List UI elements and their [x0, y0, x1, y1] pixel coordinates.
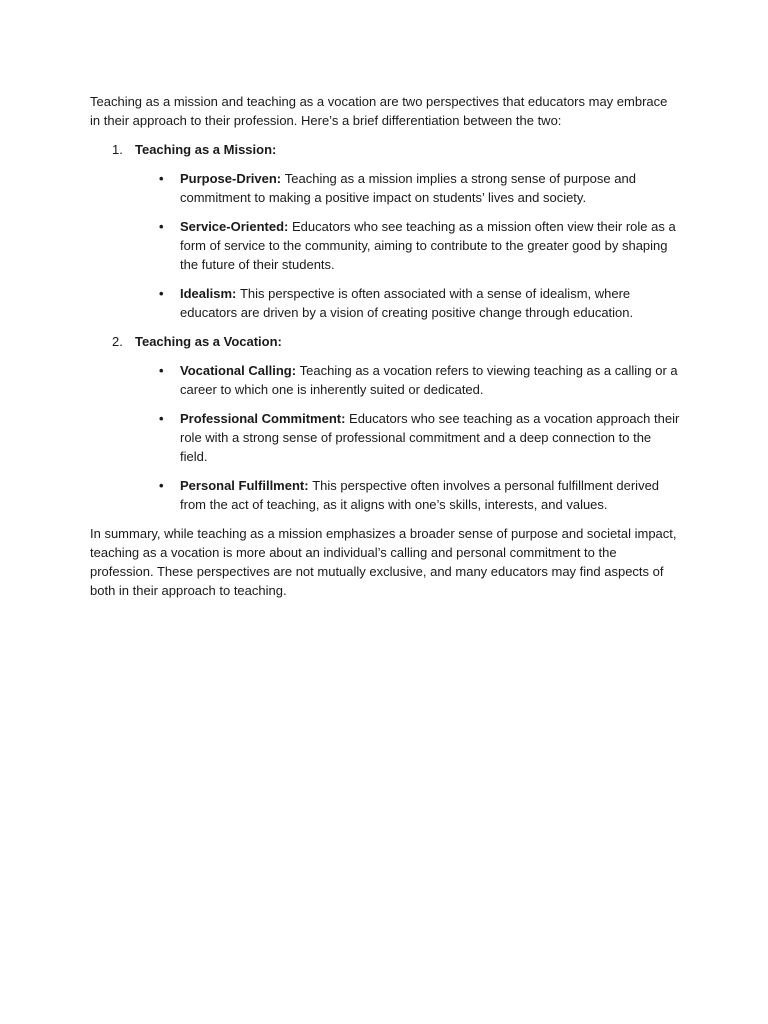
- summary-paragraph: In summary, while teaching as a mission emphasizes a broader sense of purpose and societal impact, teaching as a vocation is more about an individual’s calling and personal commitment to the profession. These perspectives are not mutually exclusive, and many educators may find aspects of both in their approach to teaching.: [90, 526, 677, 598]
- points-list: [135, 169, 680, 322]
- point-term: Professional Commitment:: [180, 411, 350, 426]
- point-term: Idealism:: [180, 286, 240, 301]
- section-number: 1.: [112, 142, 123, 157]
- point-text: Educators who see teaching as a mission often view their role as a form of service to the community, aiming to contribute to the greater good by shaping the future of their students.: [180, 219, 676, 272]
- point-text: This perspective is often associated with a sense of idealism, where educators are driven by a vision of creating positive change through education.: [180, 286, 634, 320]
- point-term: Purpose-Driven:: [180, 171, 285, 186]
- section-item: [90, 140, 680, 322]
- point-item: [135, 284, 680, 322]
- point-term: Vocational Calling:: [180, 363, 300, 378]
- document-page: [90, 92, 680, 600]
- point-term: Personal Fulfillment:: [180, 478, 313, 493]
- point-item: [135, 409, 680, 466]
- point-item: [135, 476, 680, 514]
- section-item: [90, 332, 680, 514]
- point-term: Service-Oriented:: [180, 219, 292, 234]
- section-title: Teaching as a Mission:: [135, 142, 277, 157]
- section-title: Teaching as a Vocation:: [135, 334, 282, 349]
- bullet-icon: •: [159, 219, 164, 234]
- bullet-icon: •: [159, 478, 164, 493]
- point-item: [135, 169, 680, 207]
- bullet-icon: •: [159, 363, 164, 378]
- bullet-icon: •: [159, 286, 164, 301]
- point-item: [135, 217, 680, 274]
- point-text: This perspective often involves a personal fulfillment derived from the act of teaching, as it aligns with one’s skills, interests, and values.: [180, 478, 660, 512]
- section-number: 2.: [112, 334, 123, 349]
- point-text: Teaching as a mission implies a strong sense of purpose and commitment to making a positive impact on students’ lives and society.: [180, 171, 636, 205]
- bullet-icon: •: [159, 411, 164, 426]
- point-item: [135, 361, 680, 399]
- point-text: Educators who see teaching as a vocation approach their role with a strong sense of professional commitment and a deep connection to the field.: [180, 411, 680, 464]
- bullet-icon: •: [159, 171, 164, 186]
- points-list: [135, 361, 680, 514]
- point-text: Teaching as a vocation refers to viewing teaching as a calling or a career to which one is inherently suited or dedicated.: [180, 363, 678, 397]
- intro-paragraph: Teaching as a mission and teaching as a vocation are two perspectives that educators may embrace in their approach to their profession. Here’s a brief differentiation between the two:: [90, 94, 668, 128]
- sections-list: [90, 140, 680, 514]
